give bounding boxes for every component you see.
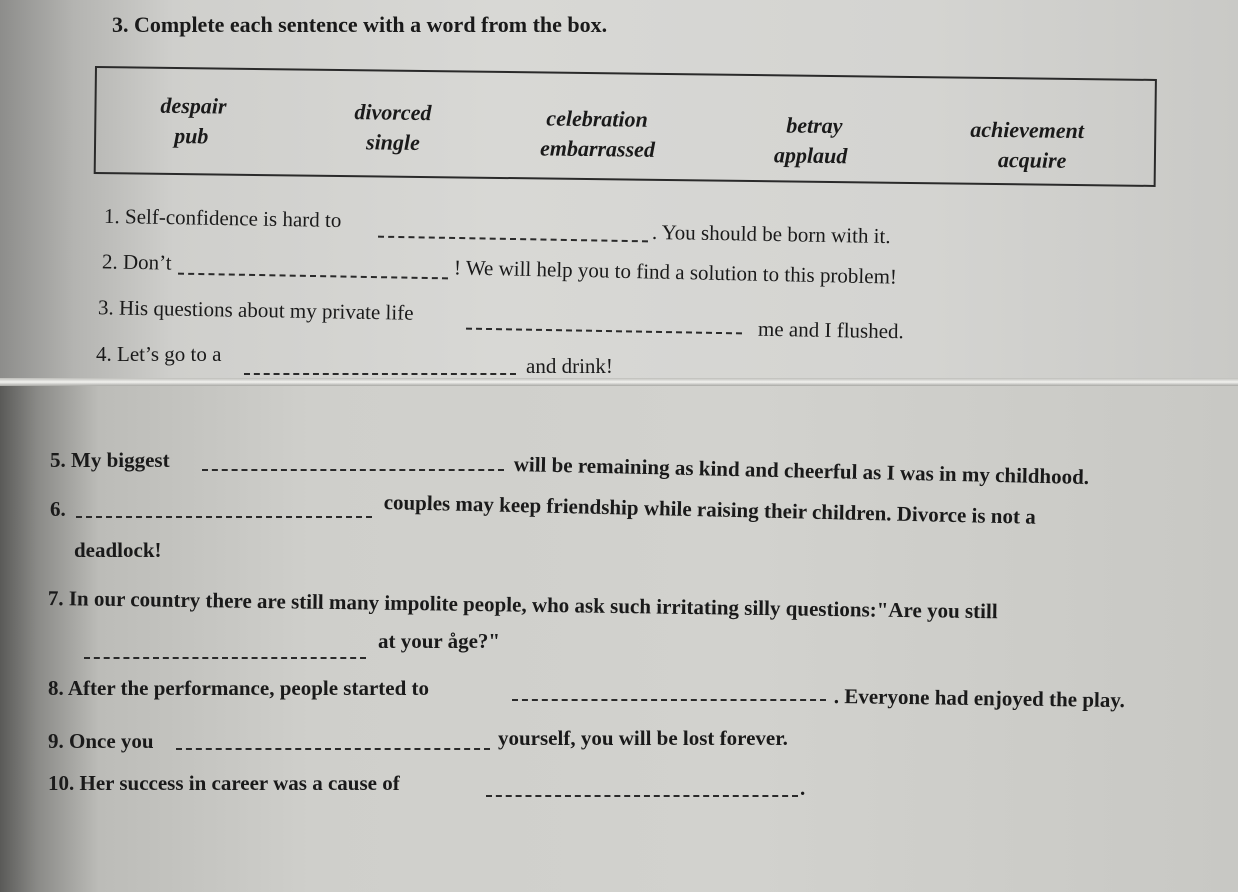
word-achievement: achievement: [970, 116, 1085, 144]
sentence-3-end: me and I flushed.: [757, 316, 905, 344]
word-applaud: applaud: [773, 142, 848, 169]
sentence-1-start: 1. Self-confidence is hard to: [103, 203, 342, 233]
sentence-1-end: . You should be born with it.: [651, 219, 891, 249]
sentence-5-end: will be remaining as kind and cheerful as I was in my childhood.: [513, 452, 1090, 490]
sentence-9-blank[interactable]: [176, 748, 490, 750]
sentence-8-blank[interactable]: [512, 699, 826, 701]
page-edge-divider: [0, 378, 1238, 386]
word-embarrassed: embarrassed: [539, 135, 656, 162]
sentence-6-start: 6.: [50, 497, 66, 521]
top-page-panel: [0, 0, 1238, 382]
sentence-6-end: couples may keep friendship while raising their children. Divorce is not a: [383, 490, 1037, 529]
word-single: single: [365, 129, 421, 155]
sentence-6-continuation: deadlock!: [74, 538, 162, 562]
sentence-4-start: 4. Let’s go to a: [96, 342, 222, 366]
word-acquire: acquire: [997, 147, 1067, 173]
sentence-7-end: at your åge?": [378, 629, 501, 653]
sentence-8-start: 8. After the performance, people started to: [48, 676, 430, 700]
sentence-6-blank[interactable]: [76, 516, 372, 518]
sentence-10-start: 10. Her success in career was a cause of: [48, 771, 400, 795]
exercise-heading: 3. Complete each sentence with a word from the box.: [112, 12, 608, 37]
sentence-7-start: 7. In our country there are still many impolite people, who ask such irritating silly questions:"Are you still: [47, 586, 998, 624]
sentence-10-blank[interactable]: [486, 795, 798, 797]
word-celebration: celebration: [546, 105, 648, 132]
word-betray: betray: [786, 112, 843, 139]
sentence-2-end: ! We will help you to find a solution to this problem!: [453, 255, 898, 289]
sentence-5-start: 5. My biggest: [50, 448, 170, 472]
word-divorced: divorced: [354, 99, 432, 126]
sentence-8-end: . Everyone had enjoyed the play.: [833, 684, 1126, 713]
sentence-4-blank[interactable]: [244, 373, 516, 375]
sentence-9-start: 9. Once you: [48, 729, 154, 753]
word-box: [94, 66, 1157, 187]
sentence-3-start: 3. His questions about my private life: [97, 295, 414, 325]
word-pub: pub: [174, 122, 209, 149]
sentence-2-start: 2. Don’t: [101, 249, 172, 275]
sentence-4-end: and drink!: [526, 354, 613, 378]
sentence-5-blank[interactable]: [202, 469, 504, 471]
sentence-7-blank[interactable]: [84, 657, 366, 659]
word-despair: despair: [160, 92, 227, 119]
sentence-9-end: yourself, you will be lost forever.: [498, 726, 788, 750]
sentence-10-end: .: [800, 776, 806, 800]
